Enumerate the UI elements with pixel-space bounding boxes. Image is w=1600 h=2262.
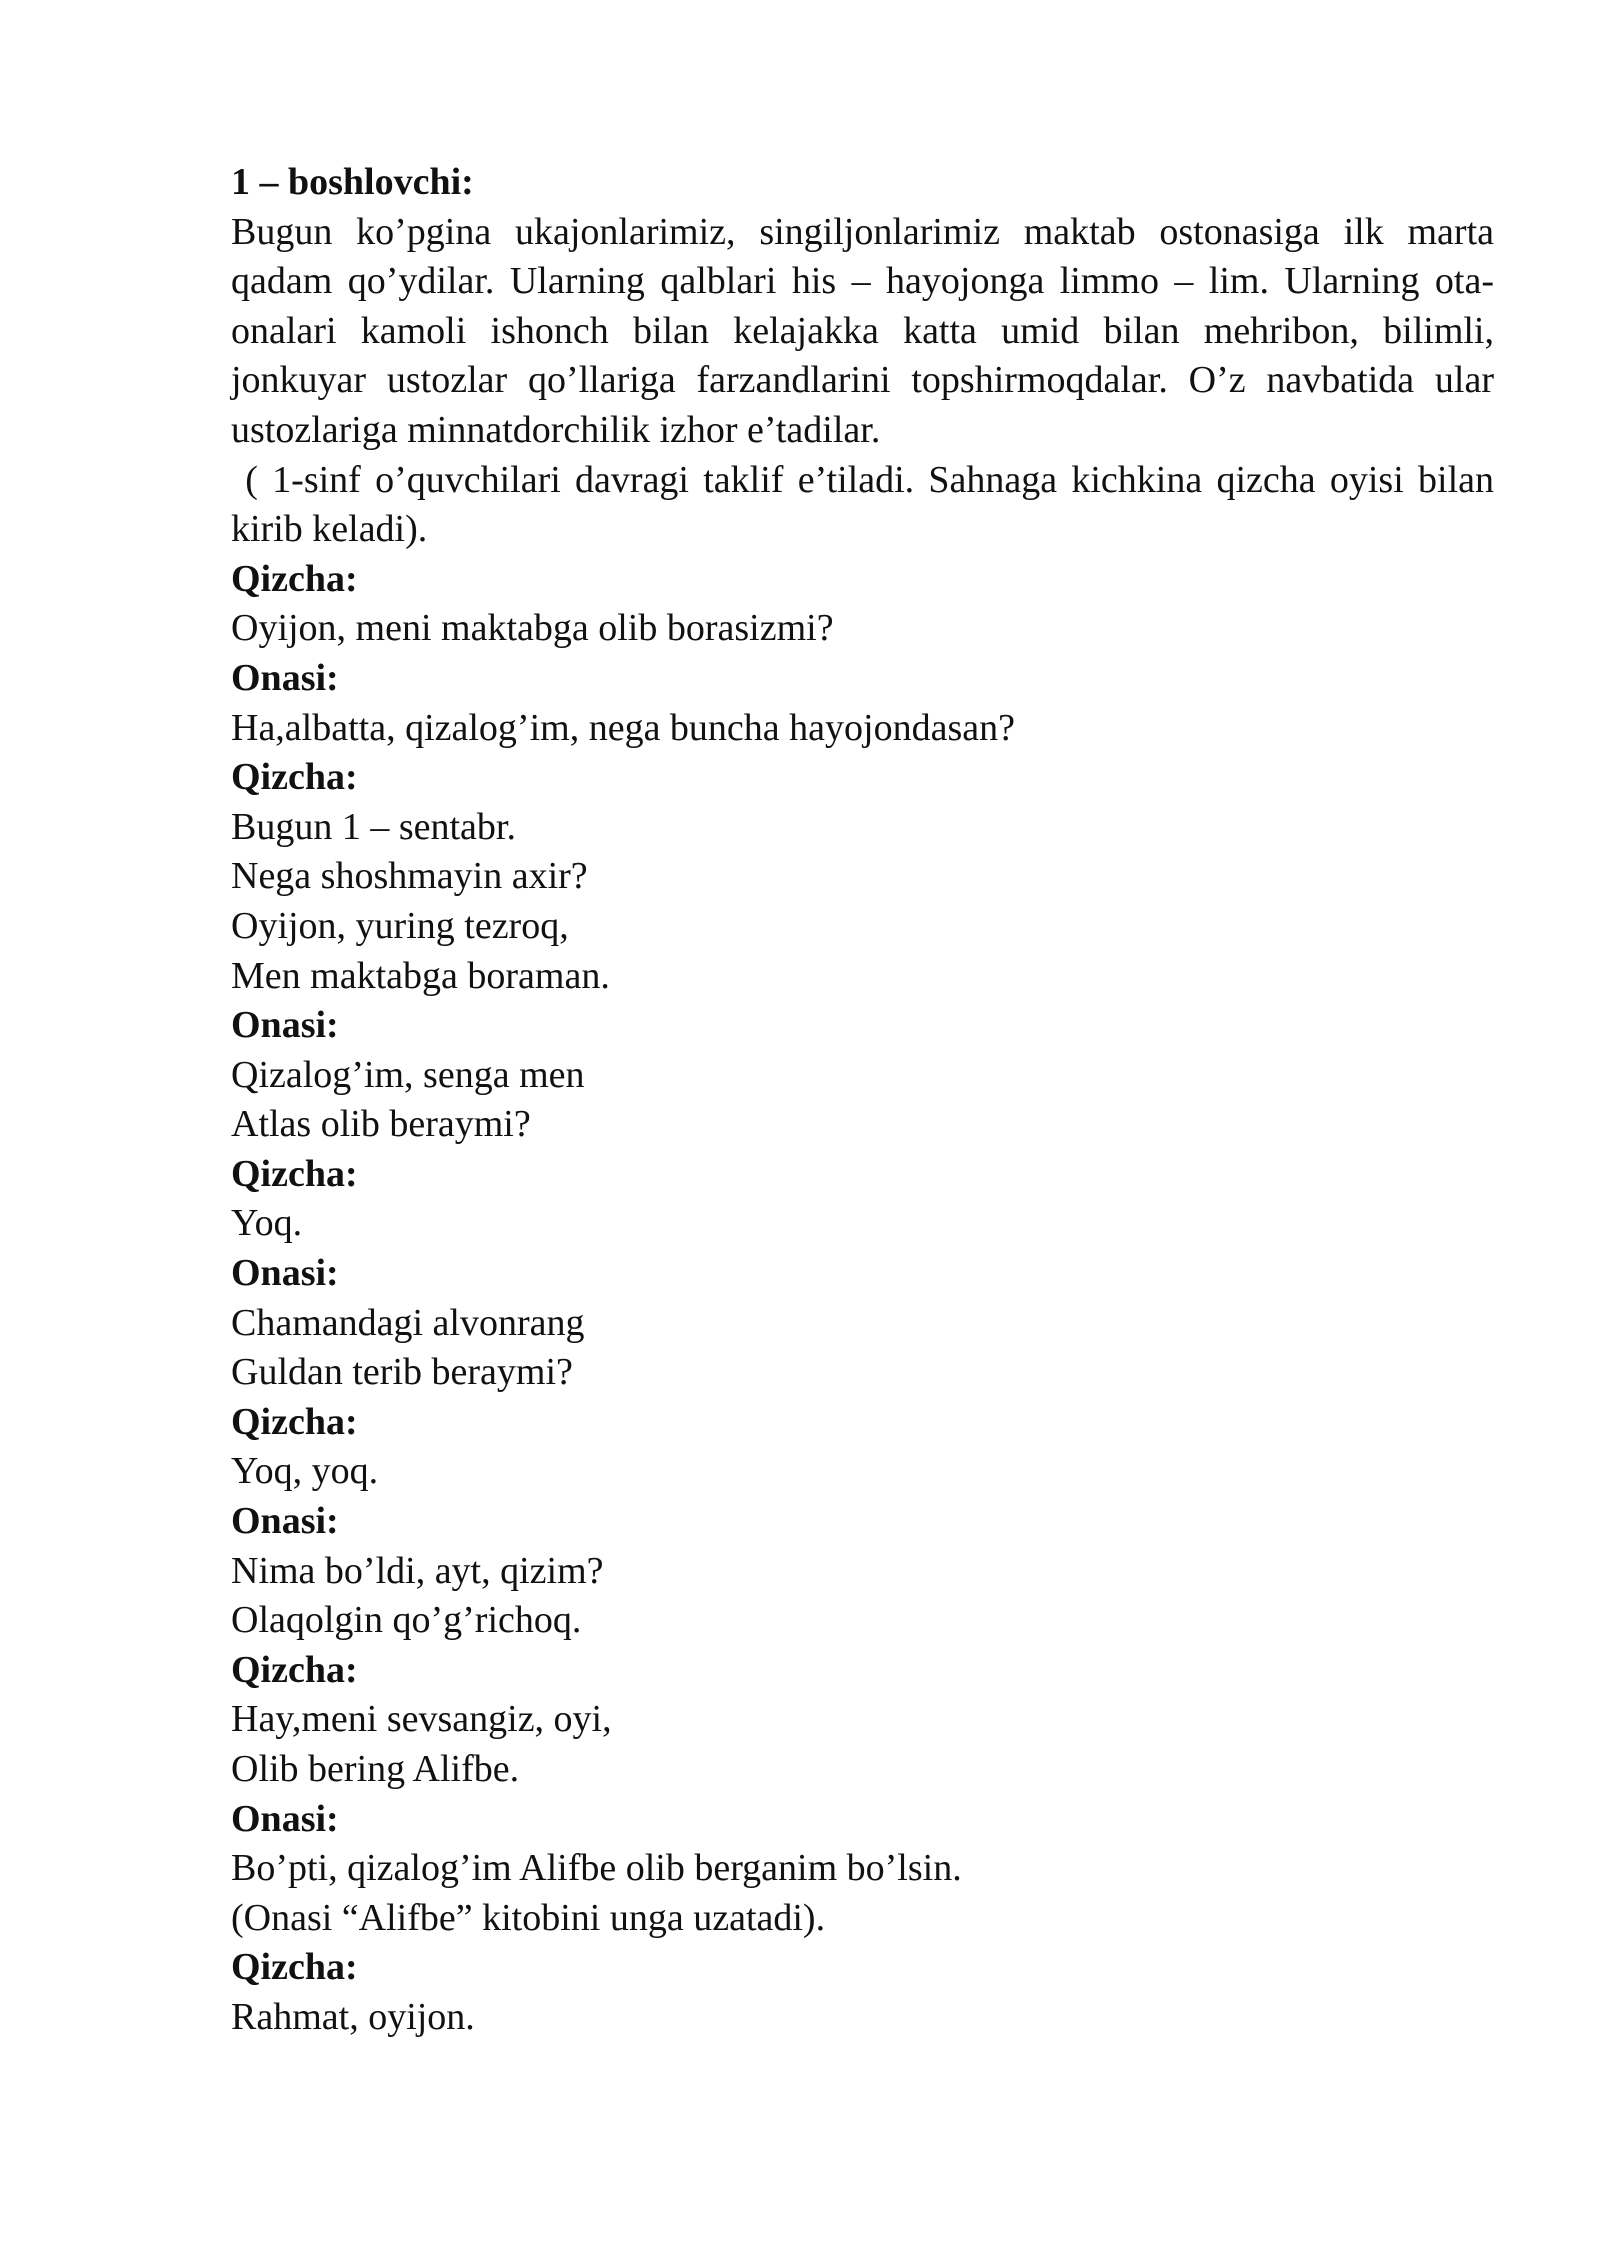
speaker-label: Qizcha: — [231, 756, 358, 799]
dialogue-block — [231, 1150, 1494, 1249]
dialogue-line: Chamandagi alvonrang — [231, 1301, 585, 1344]
dialogue-line: Rahmat, oyijon. — [231, 1995, 475, 2038]
dialogue-line: Yoq. — [231, 1202, 303, 1245]
dialogue-line: Guldan terib beraymi? — [231, 1351, 573, 1394]
dialogue-block — [231, 1943, 1494, 2042]
intro-paragraph: Bugun ko’pgina ukajonlarimiz, singiljonlarimiz maktab ostonasiga ilk marta qadam qo’ydilar. Ularning qalblari his – hayojonga limmo – lim. Ularning ota-onalari kamoli ishonch bilan kelajakka katta umid bilan mehribon, bilimli, jonkuyar ustozlar qo’llariga farzandlarini topshirmoqdalar. O’z navbatida ular ustozlariga minnatdorchilik izhor e’tadilar. — [231, 210, 1494, 451]
dialogue-line: Yoq, yoq. — [231, 1450, 379, 1493]
dialogue-line: Nega shoshmayin axir? — [231, 855, 588, 898]
dialogue-block — [231, 1398, 1494, 1497]
dialogue-block — [231, 654, 1494, 753]
dialogue-line: Men maktabga boraman. — [231, 954, 610, 997]
dialogue-block — [231, 753, 1494, 1001]
dialogue-line: Nima bo’ldi, ayt, qizim? — [231, 1549, 604, 1592]
speaker-label: Qizcha: — [231, 1152, 358, 1195]
dialogue-line: Oyijon, meni maktabga olib borasizmi? — [231, 607, 834, 650]
dialogue-line: Oyijon, yuring tezroq, — [231, 904, 569, 947]
speaker-label: Onasi: — [231, 1004, 339, 1047]
dialogue-line: Qizalog’im, senga men — [231, 1053, 585, 1096]
dialogue-line: Olib bering Alifbe. — [231, 1748, 520, 1790]
section-heading: 1 – boshlovchi: — [231, 161, 474, 203]
speaker-label: Qizcha: — [231, 1648, 358, 1691]
speaker-label: Onasi: — [231, 1500, 339, 1543]
speaker-label: Qizcha: — [231, 1946, 358, 1989]
speaker-label: Onasi: — [231, 656, 339, 699]
speaker-label: Qizcha: — [231, 1400, 358, 1443]
dialogue-line: Olaqolgin qo’g’richoq. — [231, 1599, 582, 1642]
dialogue-block — [231, 1646, 1494, 1795]
speaker-label: Onasi: — [231, 1797, 339, 1840]
dialogue-block — [231, 1497, 1494, 1646]
dialogue-block — [231, 555, 1494, 654]
speaker-label: Qizcha: — [231, 557, 358, 600]
dialogue-block — [231, 1249, 1494, 1398]
dialogue-block — [231, 1795, 1494, 1944]
dialogue-line: Bo’pti, qizalog’im Alifbe olib berganim bo’lsin. — [231, 1847, 962, 1890]
speaker-label: Onasi: — [231, 1252, 339, 1295]
dialogue-line: Atlas olib beraymi? — [231, 1103, 531, 1146]
dialogue-line: (Onasi “Alifbe” kitobini unga uzatadi). — [231, 1896, 826, 1939]
dialogue-block — [231, 1001, 1494, 1150]
stage-direction: ( 1-sinf o’quvchilari davragi taklif e’tiladi. Sahnaga kichkina qizcha oyisi bilan kirib keladi). — [231, 458, 1504, 551]
document-page — [231, 158, 1504, 2043]
dialogue-line: Bugun 1 – sentabr. — [231, 805, 516, 848]
dialogue-line: Ha,albatta, qizalog’im, nega buncha hayojondasan? — [231, 706, 1015, 749]
dialogue-line: Hay,meni sevsangiz, oyi, — [231, 1698, 612, 1741]
